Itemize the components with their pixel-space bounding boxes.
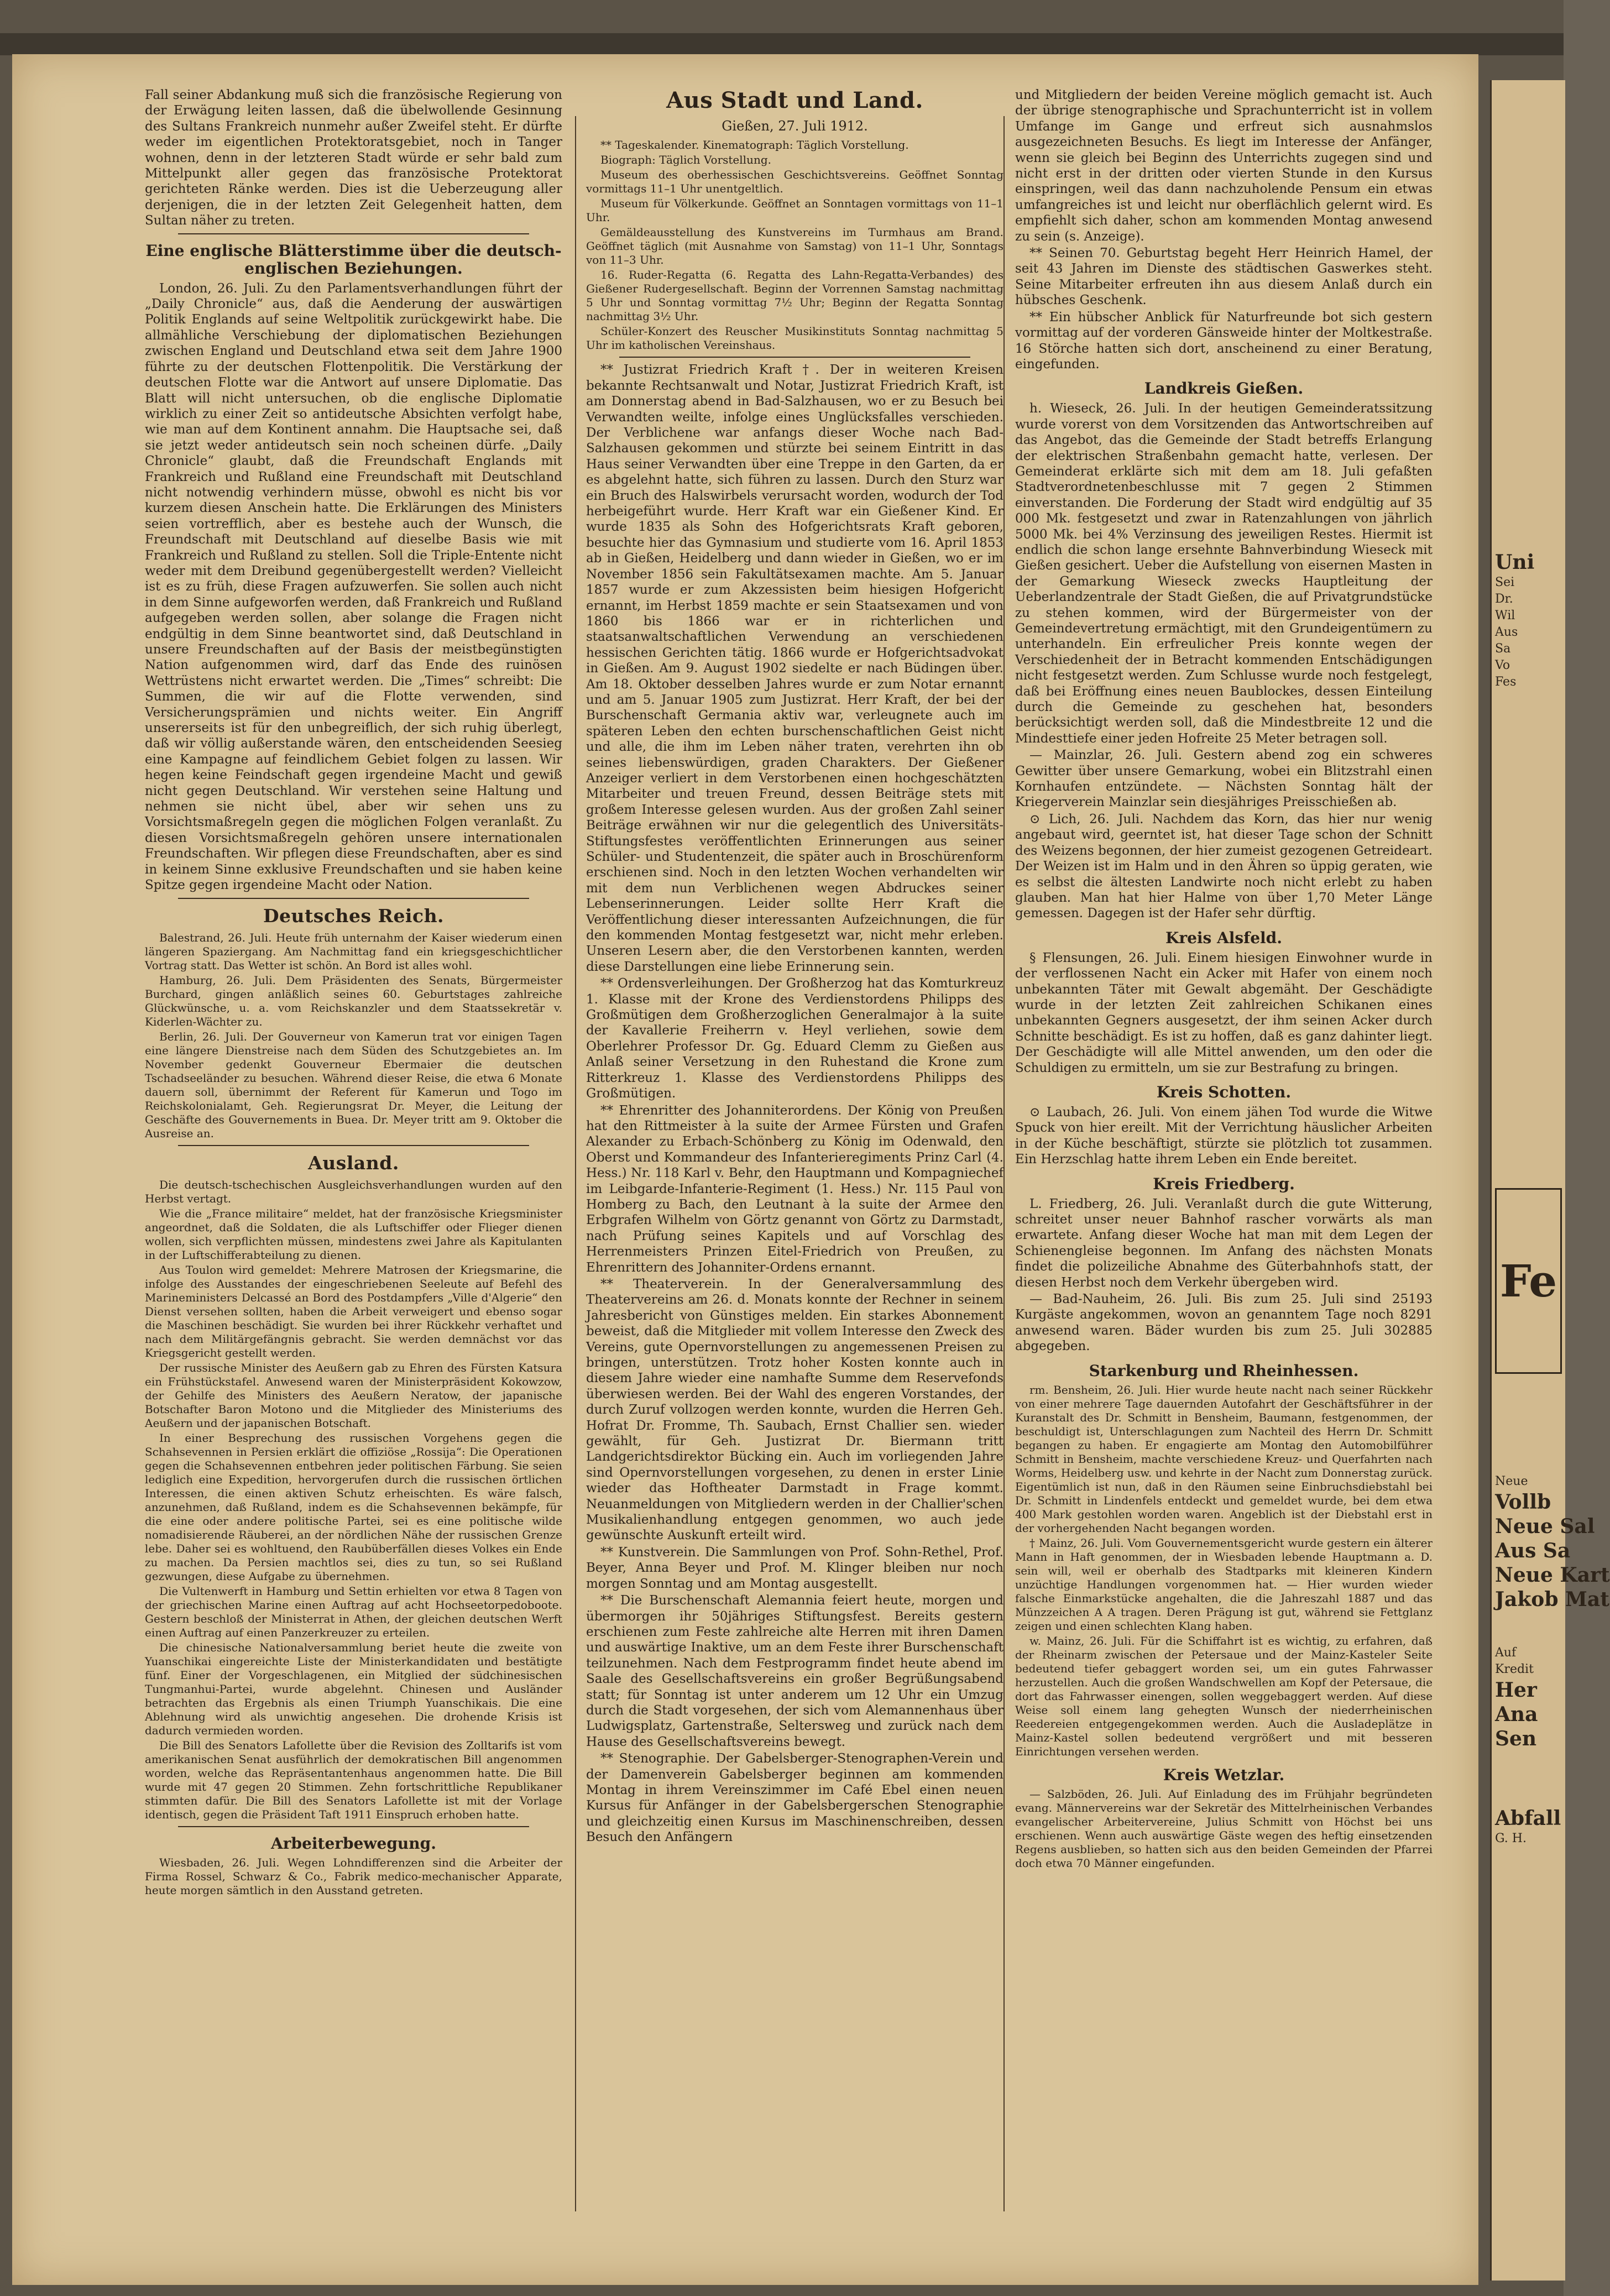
strip-text: Aus Sa xyxy=(1495,1539,1571,1562)
article-paragraph: w. Mainz, 26. Juli. Für die Schiffahrt ist es wichtig, zu erfahren, daß der Rheinarm zwischen der Petersaue und der Mainz-Kasteler Seite bedeutend tiefer gebaggert worden sei, um ein gutes Fahrwasser herzustellen. Auch die großen Wandschwellen am Kopf der Petersaue, die dort das Fahrwasser einengen, sollen weggebaggert werden. Auf diese Weise soll einem lang gehegten Wunsch der niederrheinischen Reedereien entgegengekommen werden. Auch die Ausladeplätze in Mainz-Kastel sollen bedeutend vergrößert und mit besseren Einrichtungen versehen werden. xyxy=(1015,1634,1433,1758)
section-heading: Ausland. xyxy=(308,1152,399,1174)
article-paragraph: — Salzböden, 26. Juli. Auf Einladung des im Frühjahr begründeten evang. Männervereins war der Sekretär des Mittelrheinischen Verbandes evangelischer Arbeitervereine, Julius Schmitt von Höchst bei uns erschienen. Wenn auch auswärtige Gäste wegen des heftig einsetzenden Regens ausblieben, so hatten sich aus den beiden Gemeinden der Pfarrei doch etwa 70 Männer eingefunden. xyxy=(1015,1787,1433,1870)
section-heading: Deutsches Reich. xyxy=(263,904,445,927)
article-paragraph: ** Ein hübscher Anblick für Naturfreunde bot sich gestern vormittag auf der vorderen Gänsweide hinter der Moltkestraße. 16 Störche hatten sich dort, anscheinend zu einer Beratung, eingefunden. xyxy=(1015,310,1433,372)
article-paragraph: London, 26. Juli. Zu den Parlamentsverhandlungen führt der „Daily Chronicle“ aus, daß die Aenderung der auswärtigen Politik Englands auf seine Weltpolitik zurückgewirkt habe. Die allmähliche Verschiebung der diplomatischen Beziehungen zwischen England und Deutschland etwa seit dem Jahre 1900 führte zu der deutschen Flottenpolitik. Die Verstärkung der deutschen Flotte war die Antwort auf unsere Diplomatie. Das Blatt will nicht untersuchen, ob die englische Diplomatie wirklich zu einer Zeit so antideutsche Absichten verfolgt habe, wie man auf dem Kontinent annahm. Die Hauptsache sei, daß sie jetzt weder antideutsch sein noch scheinen dürfe. „Daily Chronicle“ glaubt, daß die Freundschaft Englands mit Frankreich und Rußland eine Freundschaft mit Deutschland nicht notwendig verhindern müsse, obwohl es nicht bis vor kurzem diesen Anschein hatte. Die Erklärungen des Ministers seien vortrefflich, aber es bestehe auch der Wunsch, die Freundschaft mit Deutschland auf dieselbe Basis wie mit Frankreich und Rußland zu stellen. Soll die Triple-Entente nicht weder mit dem Dreibund gegenübergestellt werden? Vielleicht ist es zu früh, diese Fragen aufzuwerfen. Sie sollen auch nicht in dem Sinne aufgeworfen werden, daß Frankreich und Rußland aufgegeben werden sollen, aber solange die Fragen nicht endgültig in dem Sinne beantwortet sind, daß Deutschland in unsere Freundschaften auf der Basis der meistbegünstigten Nation aufgenommen wird, darf das Ende des ruinösen Wettrüstens nicht erwartet werden. Die „Times“ schreibt: Die Summen, die wir auf die Flotte verwenden, sind Versicherungsprämien und nichts weiter. Ein Angriff unsererseits ist für den unbegreiflich, der sich ruhig überlegt, daß wir völlig außerstande wären, den entscheidenden Seesieg eine Kampagne auf feindlichem Gebiet folgen zu lassen. Wir hegen keine Feindschaft gegen irgendeine Macht und gewiß nicht gegen Deutschland. Wir verstehen seine Haltung und nehmen sie nicht übel, aber wir sehen uns zu Vorsichtsmaßregeln gegen die möglichen Folgen veranlaßt. Zu diesen Vorsichtsmaßregeln gehören unsere internationalen Freundschaften. Wir pflegen diese Freundschaften, aber es sind in keinem Sinne exklusive Freundschaften und sie haben keine Spitze gegen irgendeine Macht oder Nation. xyxy=(145,281,562,893)
article-paragraph: ** Kunstverein. Die Sammlungen von Prof. Sohn-Rethel, Prof. Beyer, Anna Beyer und Prof. M. Klinger bleiben nur noch morgen Sonntag und am Montag ausgestellt. xyxy=(586,1545,1003,1591)
strip-text: Sei xyxy=(1495,576,1515,589)
column-middle xyxy=(586,87,1003,2232)
strip-text: Her xyxy=(1495,1678,1537,1702)
article-paragraph: ⊙ Laubach, 26. Juli. Von einem jähen Tod wurde die Witwe Spuck von hier ereilt. Mit der Verrichtung häuslicher Arbeiten in der Küche beschäftigt, stürzte sie plötzlich tot zusammen. Ein Herzschlag hatte ihrem Leben ein Ende bereitet. xyxy=(1015,1105,1433,1167)
article-paragraph: und Mitgliedern der beiden Vereine möglich gemacht ist. Auch der übrige stenographische und Sprachunterricht ist in vollem Umfange im Gange und erfreut sich ausnahmslos ausgezeichneten Besuchs. Es liegt im Interesse der Anfänger, wenn sie gleich bei Beginn des Unterrichts zugegen sind und nicht erst in der dritten oder vierten Stunde in den Kursus einspringen, weil das dann nachzuholende Pensum ein etwas umfangreiches ist und leicht nur oberflächlich gelernt wird. Es empfiehlt sich daher, schon am kommenden Montag anwesend zu sein (s. Anzeige). xyxy=(1015,88,1433,244)
separator-rule xyxy=(178,1145,529,1146)
section-heading: Landkreis Gießen. xyxy=(1144,379,1304,398)
article-paragraph: Wie die „France militaire“ meldet, hat der französische Kriegsminister angeordnet, daß die Soldaten, die als Luftschiffer oder Flieger dienen wollen, sich verpflichten müssen, mindestens zwei Jahre als Kapitulanten in der Luftschifferabteilung zu dienen. xyxy=(145,1206,562,1262)
article-paragraph: Die deutsch-tschechischen Ausgleichsverhandlungen wurden auf den Herbst vertagt. xyxy=(145,1178,562,1205)
section-heading: Aus Stadt und Land. xyxy=(666,87,923,113)
advertisement-box xyxy=(1495,1188,1562,1374)
article-paragraph: Hamburg, 26. Juli. Dem Präsidenten des Senats, Bürgermeister Burchard, gingen anläßlich seines 60. Geburtstages zahlreiche Glückwünsche, u. a. vom Reichskanzler und dem Staatssekretär v. Kiderlen-Wächter zu. xyxy=(145,973,562,1028)
section-heading: Kreis Alsfeld. xyxy=(1165,928,1282,947)
strip-text: Uni xyxy=(1495,551,1535,574)
article-paragraph: § Flensungen, 26. Juli. Einem hiesigen Einwohner wurde in der verflossenen Nacht ein Acker mit Hafer von einem noch unbekannten Täter mit Gewalt abgemäht. Der Geschädigte wurde in der letzten Zeit zahlreichen Schikanen eines unbekannten Gegners ausgesetzt, der ihm seinen Acker durch Schnitte beschädigt. Es ist zu hoffen, daß es ganz dahinter liegt. Der Geschädigte will alle Mittel anwenden, um den oder die Schuldigen zu ermitteln, um sie zur Bestrafung zu bringen. xyxy=(1015,950,1433,1075)
article-paragraph: — Bad-Nauheim, 26. Juli. Bis zum 25. Juli sind 25193 Kurgäste angekommen, wovon an genanntem Tage noch 8291 anwesend waren. Bäder wurden bis zum 25. Juli 302885 abgegeben. xyxy=(1015,1292,1433,1354)
article-paragraph: ** Ehrenritter des Johanniterordens. Der König von Preußen hat den Rittmeister à la suite der Armee Fürsten und Grafen Alexander zu Erbach-Schönberg zu König im Odenwald, den Oberst und Kommandeur des Infanterieregiments Prinz Carl (4. Hess.) Nr. 118 Karl v. Behr, den Hauptmann und Kompagniechef im Leibgarde-Infanterie-Regiment (1. Hess.) Nr. 115 Paul von Homberg zu Bach, den Leutnant à la suite der Armee den Erbgrafen Wilhelm von Görtz genannt von Görtz zu Darmstadt, nach Prüfung seines Kapitels und auf Vorschlag des Herrenmeisters Prinzen Eitel-Friedrich von Preußen, zu Ehrenrittern des Johanniter-Ordens ernannt. xyxy=(586,1103,1003,1275)
article-paragraph: Die chinesische Nationalversammlung beriet heute die zweite von Yuanschikai eingereichte Liste der Ministerkandidaten und bestätigte fünf. Einer der Vorgeschlagenen, ein Mitglied der südchinesischen Tungmanhui-Partei, wurde abgelehnt. Chinesen und Ausländer betrachten das Ergebnis als einen Triumph Yuanschikais. Die eine Ablehnung wird als unwichtig angesehen. Die drohende Krisis ist dadurch vermieden worden. xyxy=(145,1640,562,1737)
strip-text: Fes xyxy=(1495,675,1517,689)
article-paragraph: Museum des oberhessischen Geschichtsvereins. Geöffnet Sonntag vormittags 11–1 Uhr unentgeltlich. xyxy=(586,168,1003,196)
neighbor-page-strip xyxy=(1490,80,1610,2281)
article-paragraph: ** Ordensverleihungen. Der Großherzog hat das Komturkreuz 1. Klasse mit der Krone des Verdienstordens Philipps des Großmütigen dem Großherzoglichen Generalmajor à la suite der Kavallerie Freiherrn v. Heyl verliehen, sowie dem Oberlehrer Professor Dr. Gg. Eduard Clemm zu Gießen aus Anlaß seiner Versetzung in den Ruhestand die Krone zum Ritterkreuz 1. Klasse des Verdienstordens Philipps des Großmütigen. xyxy=(586,976,1003,1101)
separator-rule xyxy=(619,357,970,358)
article-paragraph: 16. Ruder-Regatta (6. Regatta des Lahn-Regatta-Verbandes) des Gießener Rudergesellschaft. Beginn der Vorrennen Samstag nachmittag 5 Uhr und Sonntag vormittag 7½ Uhr; Beginn der Regatta Sonntag nachmittag 3½ Uhr. xyxy=(586,268,1003,323)
section-heading: Arbeiterbewegung. xyxy=(271,1834,436,1853)
separator-rule xyxy=(178,1826,529,1827)
article-paragraph: Die Bill des Senators Lafollette über die Revision des Zolltarifs ist vom amerikanischen Senat ausführlich der demokratischen Bill angenommen worden, welche das Repräsentantenhaus angenommen hatte. Die Bill wurde mit 47 gegen 20 Stimmen. Zehn fortschrittliche Republikaner stimmten dafür. Die Bill des Senators Lafollette ist mit der Vorlage identisch, gegen die Präsident Taft 1911 Einspruch erhoben hatte. xyxy=(145,1738,562,1821)
article-paragraph: † Mainz, 26. Juli. Vom Gouvernementsgericht wurde gestern ein älterer Mann in Haft genommen, der in Wiesbaden lebende Hauptmann a. D. sein will, weil er oberhalb des Stadtparks mit kleineren Kindern unzüchtige Handlungen vorgenommen hat. — Hier wurden wieder falsche Einmarkstücke angehalten, die die Jahreszahl 1887 und das Münzzeichen A A tragen. Deren Prägung ist gut, während sie Fettglanz zeigen und einen schlechten Klang haben. xyxy=(1015,1536,1433,1633)
article-paragraph: L. Friedberg, 26. Juli. Veranlaßt durch die gute Witterung, schreitet unser neuer Bahnhof rascher vorwärts als man erwartete. Anfang dieser Woche hat man mit dem Legen der Schienengleise begonnen. Im Anfang des nächsten Monats findet die polizeiliche Abnahme des Güterbahnhofs statt, der diesen Herbst noch dem Verkehr übergeben wird. xyxy=(1015,1196,1433,1290)
article-paragraph: Gemäldeausstellung des Kunstvereins im Turmhaus am Brand. Geöffnet täglich (mit Ausnahme von Samstag) von 11–1 Uhr, Sonntags von 11–3 Uhr. xyxy=(586,226,1003,267)
article-paragraph: Aus Toulon wird gemeldet: Mehrere Matrosen der Kriegsmarine, die infolge des Ausstandes der eingeschriebenen Seeleute auf Befehl des Marineministers Delcassé an Bord des Postdampfers „Ville d'Algerie“ den Dienst versehen sollten, haben die Arbeit verweigert und ebenso sogar die Maschinen beschädigt. Sie wurden bei ihrer Rückkehr verhaftet und nach dem Militärgefängnis gebracht. Sie werden demnächst vor das Kriegsgericht gestellt werden. xyxy=(145,1263,562,1359)
dateline: Gießen, 27. Juli 1912. xyxy=(722,118,868,134)
strip-text: Kredit xyxy=(1495,1662,1534,1676)
article-paragraph: In einer Besprechung des russischen Vorgehens gegen die Schahsevennen in Persien erklärt die offiziöse „Rossija“: Die Operationen gegen die Schahsevennen entbehren jeder politischen Färbung. Sie seien lediglich eine Expedition, hervorgerufen durch die russischen örtlichen Interessen, die einen aktiven Schutz erheischten. Es wäre falsch, anzunehmen, daß Rußland, indem es die Schahsevennen bekämpfe, für die eine oder andere politische Partei, sei es eine politische wilde nomadisierende Räuberei, an der nördlichen Nähe der russischen Grenze lebe. Daher sei es wohltuend, den Raubüberfällen dieses Volkes ein Ende zu machen. Da Persien machtlos sei, dies zu tun, so sei Rußland gezwungen, diese Aufgabe zu übernehmen. xyxy=(145,1431,562,1583)
strip-text: Vo xyxy=(1495,658,1510,672)
article-paragraph: Museum für Völkerkunde. Geöffnet an Sonntagen vormittags von 11–1 Uhr. xyxy=(586,197,1003,224)
strip-text: Abfall xyxy=(1495,1807,1561,1830)
column-rule xyxy=(575,116,576,2211)
strip-text: Jakob Mat xyxy=(1495,1588,1609,1611)
ad-text: Fe xyxy=(1499,1255,1557,1307)
strip-text: Dr. xyxy=(1495,592,1513,606)
strip-text: Auf xyxy=(1495,1646,1517,1660)
article-paragraph: ** Stenographie. Der Gabelsberger-Stenographen-Verein und der Damenverein Gabelsberger beginnen am kommenden Montag in ihrem Vereinszimmer im Café Ebel einen neuen Kursus für Anfänger in der Gabelsbergerschen Stenographie und gleichzeitig einen Kursus im Maschinenschreiben, dessen Besuch den Anfängern xyxy=(586,1751,1003,1845)
column-rule xyxy=(1003,116,1005,2211)
article-paragraph: Wiesbaden, 26. Juli. Wegen Lohndifferenzen sind die Arbeiter der Firma Rossel, Schwarz & Co., Fabrik medico-mechanischer Apparate, heute morgen sämtlich in den Ausstand getreten. xyxy=(145,1855,562,1897)
column-left xyxy=(145,87,562,2232)
section-heading: Kreis Schotten. xyxy=(1156,1082,1292,1101)
section-heading: Kreis Friedberg. xyxy=(1153,1174,1295,1193)
article-paragraph: rm. Bensheim, 26. Juli. Hier wurde heute nacht nach seiner Rückkehr von einer mehrere Tage dauernden Autofahrt der Geschäftsführer in der Kuranstalt des Dr. Schmitt in Bensheim, Baumann, festgenommen, der beschuldigt ist, Unterschlagungen zum Nachteil des Herrn Dr. Schmitt begangen zu haben. Er engagierte am Montag den Automobilführer Schmitt in Bensheim, machte verschiedene Kreuz- und Querfahrten nach Worms, Heidelberg usw. und kehrte in der Nacht zum Donnerstag zurück. Eigentümlich ist nun, daß in den Räumen seine Einbruchsdiebstahl bei Dr. Schmitt in Lindenfels entdeckt und gemeldet wurde, bei dem etwa 400 Mark gestohlen worden waren. Angeblich ist der Diebstahl erst in der vorhergehenden Nacht begangen worden. xyxy=(1015,1383,1433,1535)
strip-text: Sa xyxy=(1495,642,1511,656)
separator-rule xyxy=(178,233,529,234)
strip-text: Ana xyxy=(1495,1703,1538,1726)
article-paragraph: h. Wieseck, 26. Juli. In der heutigen Gemeinderatssitzung wurde vorerst von dem Vorsitzenden das Antwortschreiben auf das Angebot, das die Gemeinde der Stadt betreffs Erlangung der elektrischen Straßenbahn gemacht hatte, verlesen. Der Gemeinderat erklärte sich mit dem am 18. Juli gefaßten Stadtverordnetenbeschlusse mit 7 gegen 2 Stimmen einverstanden. Die Forderung der Stadt wird endgültig auf 35 000 Mk. festgesetzt und zwar in Ratenzahlungen von jährlich 5000 Mk. bei 4% Verzinsung des jeweiligen Restes. Hiermit ist endlich die schon lange ersehnte Bahnverbindung Wieseck mit Gießen gesichert. Ueber die Aufstellung von eisernen Masten in der Gemarkung Wieseck zwecks Hauptleitung der Ueberlandzentrale der Stadt Gießen, die auf Privatgrundstücke zu stehen kommen, wird der Bürgermeister von der Gemeindevertretung ermächtigt, mit den Grundeigentümern zu unterhandeln. Ein erfreulicher Preis konnte wegen der Verschiedenheit der in Betracht kommenden Entschädigungen nicht festgesetzt werden. Zum Schlusse wurde noch festgelegt, daß bei Eröffnung eines neuen Baublockes, dessen Einteilung durch die Gemeinde zu geschehen hat, besonders berücksichtigt werden soll, daß die Mindestbreite 12 und die Mindesttiefe einer jeden Hofreite 25 Meter betragen soll. xyxy=(1015,401,1433,746)
strip-text: Neue xyxy=(1495,1474,1528,1488)
section-heading: Kreis Wetzlar. xyxy=(1163,1765,1285,1784)
strip-text: Wil xyxy=(1495,609,1515,623)
strip-text: G. H. xyxy=(1495,1832,1527,1845)
article-paragraph: Berlin, 26. Juli. Der Gouverneur von Kamerun trat vor einigen Tagen eine längere Dienstreise nach dem Süden des Schutzgebietes an. Im November gedenkt Gouverneur Ebermaier die deutschen Tschadseeländer zu besuchen. Während dieser Reise, die etwa 6 Monate dauern soll, übernimmt der Referent für Kamerun und Togo im Reichskolonialamt, Geh. Regierungsrat Dr. Meyer, die Leitung der Geschäfte des Gouvernements in Buea. Dr. Meyer tritt am 9. Oktober die Ausreise an. xyxy=(145,1029,562,1140)
strip-text: Sen xyxy=(1495,1727,1537,1750)
article-paragraph: — Mainzlar, 26. Juli. Gestern abend zog ein schweres Gewitter über unsere Gemarkung, wobei ein Blitzstrahl einen Kornhaufen entzündete. — Nächsten Sonntag hält der Kriegerverein Mainzlar sein diesjähriges Preisschießen ab. xyxy=(1015,748,1433,810)
section-heading: Starkenburg und Rheinhessen. xyxy=(1089,1361,1359,1380)
article-paragraph: Schüler-Konzert des Reuscher Musikinstituts Sonntag nachmittag 5 Uhr im katholischen Vereinshaus. xyxy=(586,325,1003,352)
article-paragraph: ⊙ Lich, 26. Juli. Nachdem das Korn, das hier nur wenig angebaut wird, geerntet ist, hat dieser Tage schon der Schnitt des Weizens begonnen, der hier zumeist gezogenen Getreideart. Der Weizen ist im Halm und in den Ähren so üppig geraten, wie es selbst die ältesten Landwirte noch nicht erlebt zu haben glauben. Man hat hier Halme von über 1,70 Meter Länge gemessen. Dagegen ist der Hafer sehr dürftig. xyxy=(1015,812,1433,921)
strip-text: Aus xyxy=(1495,625,1518,639)
article-paragraph: Fall seiner Abdankung muß sich die französische Regierung von der Erwägung leiten lassen, daß die übelwollende Gesinnung des Sultans Frankreich nunmehr außer Zweifel steht. Er dürfte weder im eigentlichen Protektoratsgebiet, noch in Tanger wohnen, denn in der letzteren Stadt würde er sehr bald zum Mittelpunkt aller gegen das französische Protektorat gerichteten Ränke werden. Dies ist die Ueberzeugung aller derjenigen, die in der letzten Zeit Gelegenheit hatten, dem Sultan näher zu treten. xyxy=(145,88,562,228)
strip-text: Neue Sal xyxy=(1495,1515,1595,1538)
article-paragraph: ** Die Burschenschaft Alemannia feiert heute, morgen und übermorgen ihr 50jähriges Stiftungsfest. Bereits gestern erschienen zum Feste zahlreiche alte Herren mit ihren Damen und auswärtige Inaktive, um an dem Feste ihrer Burschenschaft teilzunehmen. Nach dem Festprogramm findet heute abend im Saale des Gesellschaftsvereins ein großer Begrüßungsabend statt; für Sonntag ist unter anderem um 12 Uhr ein Umzug durch die Stadt vorgesehen, der sich vom Alemannenhaus über Ludwigsplatz, Gartenstraße, Seltersweg und zurück nach dem Hause des Gesellschaftsvereins bewegt. xyxy=(586,1593,1003,1749)
separator-rule xyxy=(178,898,529,899)
article-paragraph: Balestrand, 26. Juli. Heute früh unternahm der Kaiser wiederum einen längeren Spaziergang. Am Nachmittag fand ein kriegsgeschichtlicher Vortrag statt. Das Wetter ist schön. An Bord ist alles wohl. xyxy=(145,930,562,972)
article-paragraph: ** Justizrat Friedrich Kraft †. Der in weiteren Kreisen bekannte Rechtsanwalt und Notar, Justizrat Friedrich Kraft, ist am Donnerstag abend in Bad-Salzhausen, wo er zu Besuch bei Verwandten weilte, infolge eines Unglücksfalles verschieden. Der Verblichene war anfangs dieser Woche nach Bad-Salzhausen gekommen und stürzte bei seinem Eintritt in das Haus seiner Verwandten über eine Treppe in den Garten, da er es abgelehnt hatte, sich führen zu lassen. Durch den Sturz war ein Bruch des Halswirbels verursacht worden, wodurch der Tod herbeigeführt wurde. Herr Kraft war ein Gießener Kind. Er wurde 1835 als Sohn des Hofgerichtsrats Kraft geboren, besuchte hier das Gymnasium und studierte vom 16. April 1853 ab in Gießen, Heidelberg und dann wieder in Gießen, wo er im November 1856 sein Fakultätsexamen machte. Am 5. Januar 1857 wurde er zum Akzessisten beim hiesigen Hofgericht ernannt, im Herbst 1859 machte er sein Staatsexamen und von 1860 bis 1866 war er in richterlichen und staatsanwaltschaftlichen Verwendung an verschiedenen hessischen Gerichten tätig. 1866 wurde er Hofgerichtsadvokat in Gießen. Am 9. August 1902 siedelte er nach Büdingen über. Am 18. Oktober desselben Jahres wurde er zum Notar ernannt und am 5. Januar 1905 zum Justizrat. Herr Kraft, der bei der Burschenschaft Germania aktiv war, verleugnete auch im späteren Leben den echten burschenschaftlichen Geist nicht und alle, die ihm im Leben näher traten, verehrten ihn ob seines liebenswürdigen, graden Charakters. Der Gießener Anzeiger verliert in dem Verstorbenen einen hochgeschätzten Mitarbeiter und treuen Freund, dessen Beiträge stets mit großem Interesse gelesen wurden. Aus der großen Zahl seiner Beiträge erwähnen wir nur die gelegentlich des Universitäts-Stiftungsfestes veröffentlichten Erinnerungen aus seiner Schüler- und Studentenzeit, die später auch in Broschürenform erschienen sind. Noch in den letzten Wochen verhandelten wir mit dem nun Verblichenen wegen Abdruckes seiner Lebenserinnerungen. Leider sollte Herr Kraft die Veröffentlichung dieser interessanten Aufzeichnungen, die für den kommenden Montag festgesetzt war, nicht mehr erleben. Unseren Lesern aber, die den Verstorbenen kannten, werden diese Darstellungen eine liebe Erinnerung sein. xyxy=(586,363,1003,974)
article-paragraph: ** Tageskalender. Kinematograph: Täglich Vorstellung. xyxy=(600,138,909,152)
article-paragraph: ** Seinen 70. Geburtstag begeht Herr Heinrich Hamel, der seit 43 Jahren im Dienste des städtischen Gaswerkes steht. Seine Mitarbeiter erfreuten ihn aus diesem Anlaß durch ein hübsches Geschenk. xyxy=(1015,246,1433,308)
strip-text: Neue Kart xyxy=(1495,1563,1610,1587)
article-paragraph: ** Theaterverein. In der Generalversammlung des Theatervereins am 26. d. Monats konnte der Rechner in seinem Jahresbericht von Günstiges melden. Ein starkes Abonnement beweist, daß die Mitglieder mit vollem Interesse den Zweck des Vereins, gute Opernvorstellungen zu angemessenen Preisen zu bringen, unterstützen. Trotz hoher Kosten konnte auch in diesem Jahre wieder eine namhafte Summe dem Reservefonds überwiesen werden. Bei der Wahl des engeren Vorstandes, der durch Zuruf vollzogen werden konnte, wurden die Herren Geh. Hofrat Dr. Fromme, Th. Saubach, Ernst Challier sen. wieder gewählt, für Geh. Justizrat Dr. Biermann tritt Landgerichtsdirektor Bücking ein. Auch im vorliegenden Jahre sind Opernvorstellungen vorgesehen, zu denen in erster Linie wieder das Hoftheater Darmstadt in Frage kommt. Neuanmeldungen von Mitgliedern werden in der Challier'schen Musikalienhandlung entgegen genommen, wo auch jede gewünschte Auskunft erteilt wird. xyxy=(586,1277,1003,1543)
section-heading: Eine englische Blätterstimme über die deutsch-englischen Beziehungen. xyxy=(145,241,562,278)
article-paragraph: Die Vultenwerft in Hamburg und Settin erhielten vor etwa 8 Tagen von der griechischen Marine einen Auftrag auf acht Hochseetorpedoboote. Gestern beschloß der Ministerrat in Athen, der gleichen deutschen Werft einen Auftrag auf einen Panzerkreuzer zu erteilen. xyxy=(145,1584,562,1639)
column-right xyxy=(1015,87,1433,2232)
article-paragraph: Biograph: Täglich Vorstellung. xyxy=(600,153,771,167)
article-paragraph: Der russische Minister des Aeußern gab zu Ehren des Fürsten Katsura ein Frühstückstafel. Anwesend waren der Ministerpräsident Kokowzow, der Gehilfe des Ministers des Aeußern Neratow, der japanische Botschafter Baron Motono und die Mitglieder des Ministeriums des Aeußern und der japanischen Botschaft. xyxy=(145,1361,562,1430)
strip-text: Vollb xyxy=(1495,1490,1551,1514)
